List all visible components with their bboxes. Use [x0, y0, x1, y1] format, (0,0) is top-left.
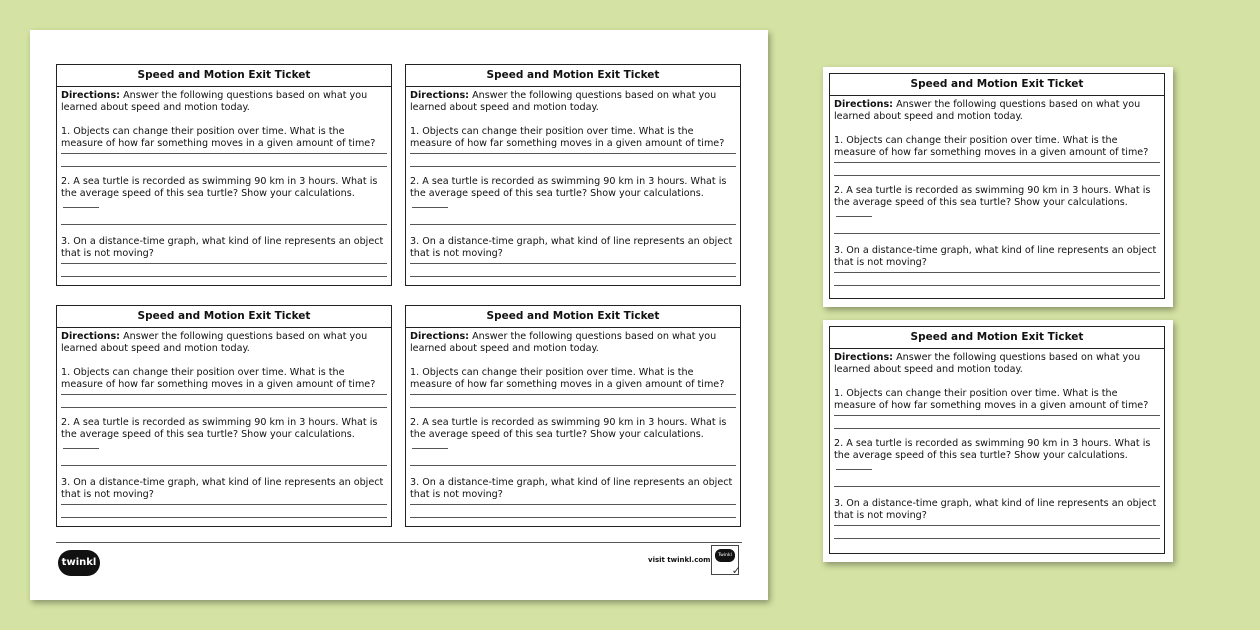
question-1: 1. Objects can change their position over time. What is the measure of how far something moves in a given amount of time? [410, 367, 725, 390]
directions-label: Directions: [834, 352, 894, 363]
directions-text: Answer the following questions based on what you learned about speed and motion today. [61, 90, 368, 113]
directions-label: Directions: [410, 90, 470, 101]
directions-text: Answer the following questions based on what you learned about speed and motion today. [834, 352, 1141, 375]
answer-line [834, 474, 1160, 487]
question-1: 1. Objects can change their position over time. What is the measure of how far something moves in a given amount of time? [410, 126, 725, 149]
ticket-directions [61, 90, 387, 114]
question-2-text: 2. A sea turtle is recorded as swimming 90 km in 3 hours. What is the average speed of this sea turtle? Show your calculations. [410, 176, 727, 199]
answer-line [834, 273, 1160, 286]
ticket-title: Speed and Motion Exit Ticket [406, 306, 740, 328]
question-2 [61, 176, 387, 212]
answer-blank [836, 216, 872, 217]
question-2-text: 2. A sea turtle is recorded as swimming 90 km in 3 hours. What is the average speed of this sea turtle? Show your calculations. [834, 438, 1151, 461]
visit-link: visit twinkl.com [648, 556, 711, 564]
question-2 [834, 185, 1160, 221]
answer-line [834, 416, 1160, 429]
answer-line [61, 212, 387, 225]
directions-text: Answer the following questions based on what you learned about speed and motion today. [410, 331, 717, 354]
ticket-title: Speed and Motion Exit Ticket [57, 306, 391, 328]
directions-label: Directions: [834, 99, 894, 110]
answer-line [834, 526, 1160, 539]
directions-text: Answer the following questions based on what you learned about speed and motion today. [834, 99, 1141, 122]
answer-line [410, 264, 736, 277]
exit-ticket [405, 64, 741, 286]
question-3: 3. On a distance-time graph, what kind of line represents an object that is not moving? [61, 477, 384, 500]
directions-text: Answer the following questions based on what you learned about speed and motion today. [61, 331, 368, 354]
directions-label: Directions: [410, 331, 470, 342]
question-2 [61, 417, 387, 453]
answer-line [410, 395, 736, 408]
answer-blank [412, 207, 448, 208]
answer-line [61, 505, 387, 518]
answer-line [410, 212, 736, 225]
answer-blank [412, 448, 448, 449]
question-1: 1. Objects can change their position over time. What is the measure of how far something moves in a given amount of time? [61, 126, 376, 149]
answer-line [410, 453, 736, 466]
answer-line [61, 395, 387, 408]
directions-label: Directions: [61, 90, 121, 101]
directions-label: Directions: [61, 331, 121, 342]
question-2-text: 2. A sea turtle is recorded as swimming 90 km in 3 hours. What is the average speed of this sea turtle? Show your calculations. [410, 417, 727, 440]
ticket-title: Speed and Motion Exit Ticket [830, 74, 1164, 96]
badge-logo: Twinkl [715, 549, 735, 562]
question-2 [410, 417, 736, 453]
ticket-title: Speed and Motion Exit Ticket [57, 65, 391, 87]
answer-line [61, 154, 387, 167]
answer-line [834, 163, 1160, 176]
answer-line [410, 505, 736, 518]
question-3: 3. On a distance-time graph, what kind of line represents an object that is not moving? [410, 477, 733, 500]
ticket-directions [834, 352, 1160, 376]
question-3: 3. On a distance-time graph, what kind of line represents an object that is not moving? [834, 245, 1157, 268]
ticket-directions [834, 99, 1160, 123]
directions-text: Answer the following questions based on what you learned about speed and motion today. [410, 90, 717, 113]
ticket-title: Speed and Motion Exit Ticket [406, 65, 740, 87]
question-1: 1. Objects can change their position over time. What is the measure of how far something moves in a given amount of time? [834, 388, 1149, 411]
ticket-title: Speed and Motion Exit Ticket [830, 327, 1164, 349]
question-3: 3. On a distance-time graph, what kind of line represents an object that is not moving? [61, 236, 384, 259]
ticket-directions [61, 331, 387, 355]
question-1: 1. Objects can change their position over time. What is the measure of how far something moves in a given amount of time? [834, 135, 1149, 158]
exit-ticket [56, 64, 392, 286]
ticket-directions [410, 331, 736, 355]
question-3: 3. On a distance-time graph, what kind of line represents an object that is not moving? [834, 498, 1157, 521]
answer-blank [63, 207, 99, 208]
exit-ticket [829, 73, 1165, 299]
footer-divider [56, 542, 742, 543]
question-2 [834, 438, 1160, 474]
twinkl-logo: twinkl [58, 550, 100, 576]
answer-line [834, 221, 1160, 234]
question-2-text: 2. A sea turtle is recorded as swimming 90 km in 3 hours. What is the average speed of this sea turtle? Show your calculations. [61, 417, 378, 440]
question-3: 3. On a distance-time graph, what kind of line represents an object that is not moving? [410, 236, 733, 259]
quality-badge [711, 545, 739, 575]
ticket-directions [410, 90, 736, 114]
answer-line [61, 264, 387, 277]
answer-line [61, 453, 387, 466]
preview-card [823, 67, 1173, 307]
check-icon: ✓ [731, 564, 741, 577]
answer-blank [836, 469, 872, 470]
exit-ticket [56, 305, 392, 527]
question-2 [410, 176, 736, 212]
question-1: 1. Objects can change their position over time. What is the measure of how far something moves in a given amount of time? [61, 367, 376, 390]
question-2-text: 2. A sea turtle is recorded as swimming 90 km in 3 hours. What is the average speed of this sea turtle? Show your calculations. [834, 185, 1151, 208]
preview-card [823, 320, 1173, 562]
answer-line [410, 154, 736, 167]
exit-ticket [829, 326, 1165, 554]
question-2-text: 2. A sea turtle is recorded as swimming 90 km in 3 hours. What is the average speed of this sea turtle? Show your calculations. [61, 176, 378, 199]
worksheet-page [30, 30, 768, 600]
answer-blank [63, 448, 99, 449]
exit-ticket [405, 305, 741, 527]
